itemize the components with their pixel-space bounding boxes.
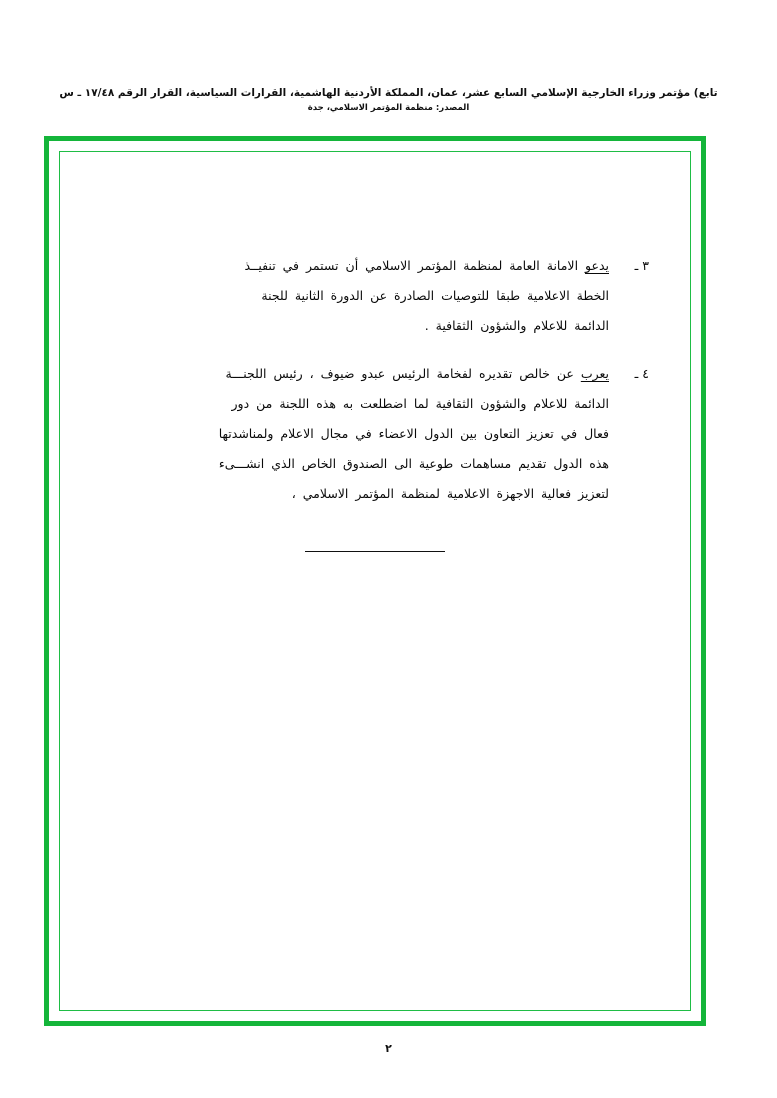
paragraph-3-line-1-text: الامانة العامة لمنظمة المؤتمر الاسلامي أن تستمر في تنفيــذ: [244, 258, 579, 273]
paragraph-4-body: [149, 359, 609, 509]
running-header: [0, 86, 777, 115]
paragraph-4-lead: يعرب: [580, 366, 609, 381]
paragraph-3-body: [149, 251, 609, 341]
section-separator-rule: [305, 551, 445, 552]
paragraph-4-line-4: هذه الدول تقديم مساهمات طوعية الى الصندوق الخاص الذي انشـــىء: [218, 456, 609, 471]
paragraph-4-line-5: لتعزيز فعالية الاجهزة الاعلامية لمنظمة المؤتمر الاسلامي ،: [291, 486, 609, 501]
paragraph-4-line-1-text: عن خالص تقديره لفخامة الرئيس عبدو ضيوف ، رئيس اللجنـــة: [225, 366, 574, 381]
scan-border-frame: [44, 136, 706, 1026]
paragraph-3-line-3: الدائمة للاعلام والشؤون الثقافية .: [424, 318, 609, 333]
paragraph-3: [149, 251, 649, 341]
paragraph-3-line-1: [149, 251, 609, 281]
paragraph-4-line-1: [149, 359, 609, 389]
header-title-line: تابع) مؤتمر وزراء الخارجية الإسلامي السابع عشر، عمان، المملكة الأردنية الهاشمية، القرارات السياسية، القرار الرقم ١٧/٤٨ ـ س: [59, 87, 718, 99]
paragraph-3-lead: يدعو: [585, 258, 609, 273]
page-number: ٢: [385, 1042, 392, 1055]
section-separator-wrap: [49, 551, 701, 552]
paragraph-4-number: ٤ ـ: [634, 366, 649, 381]
paragraph-4: [149, 359, 649, 509]
paragraph-4-line-2: الدائمة للاعلام والشؤون الثقافية لما اضطلعت به هذه اللجنة من دور: [231, 396, 609, 411]
paragraph-4-line-3: فعال في تعزيز التعاون بين الدول الاعضاء في مجال الاعلام ولمناشدتها: [218, 426, 609, 441]
paragraph-3-line-2: الخطة الاعلامية طبقا للتوصيات الصادرة عن الدورة الثانية للجنة: [261, 288, 609, 303]
header-source-line: المصدر: منظمة المؤتمر الاسلامي، جدة: [307, 103, 470, 113]
paragraph-3-number: ٣ ـ: [634, 258, 649, 273]
document-body: [149, 251, 649, 527]
